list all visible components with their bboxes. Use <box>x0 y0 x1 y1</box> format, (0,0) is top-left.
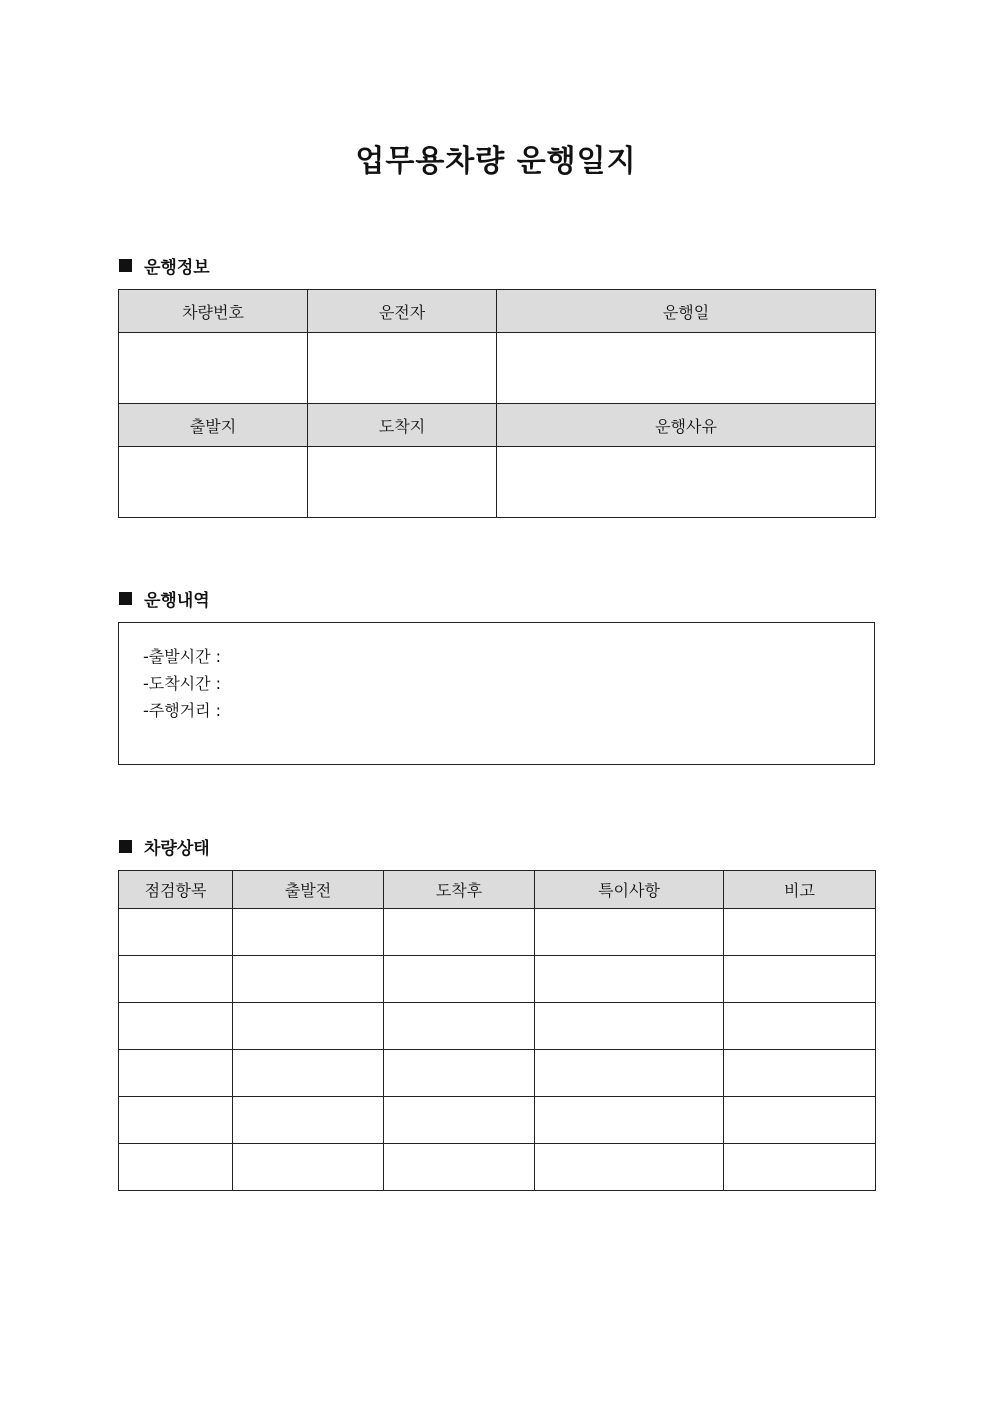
square-bullet-icon <box>119 592 132 605</box>
driver-field[interactable] <box>308 333 497 404</box>
trip-reason-field[interactable] <box>497 447 876 518</box>
header-trip-date: 운행일 <box>497 290 876 333</box>
section-heading-label: 운행내역 <box>144 590 210 611</box>
departure-field[interactable] <box>119 447 308 518</box>
document-title: 업무용차량 운행일지 <box>355 144 637 179</box>
table-cell[interactable] <box>233 956 384 1003</box>
section-heading-label: 운행정보 <box>144 257 210 278</box>
header-after-arrival: 도착후 <box>384 871 535 909</box>
table-cell[interactable] <box>724 956 876 1003</box>
table-input-row <box>119 333 876 404</box>
header-vehicle-number: 차량번호 <box>119 290 308 333</box>
table-cell[interactable] <box>233 1050 384 1097</box>
table-cell[interactable] <box>535 956 724 1003</box>
table-cell[interactable] <box>384 956 535 1003</box>
trip-history-box[interactable] <box>118 622 875 765</box>
table-cell[interactable] <box>119 1050 233 1097</box>
table-cell[interactable] <box>535 909 724 956</box>
status-table-body <box>119 909 876 1191</box>
destination-field[interactable] <box>308 447 497 518</box>
table-cell[interactable] <box>535 1050 724 1097</box>
table-cell[interactable] <box>384 1050 535 1097</box>
table-cell[interactable] <box>233 1144 384 1191</box>
table-cell[interactable] <box>119 909 233 956</box>
table-cell[interactable] <box>119 1097 233 1144</box>
vehicle-status-table <box>118 870 876 1191</box>
header-trip-reason: 운행사유 <box>497 404 876 447</box>
table-cell[interactable] <box>724 1050 876 1097</box>
section-heading-label: 차량상태 <box>144 838 210 859</box>
table-cell[interactable] <box>384 909 535 956</box>
table-cell[interactable] <box>119 1003 233 1050</box>
table-cell[interactable] <box>724 909 876 956</box>
table-input-row <box>119 447 876 518</box>
table-cell[interactable] <box>724 1003 876 1050</box>
header-departure: 출발지 <box>119 404 308 447</box>
table-cell[interactable] <box>119 956 233 1003</box>
table-cell[interactable] <box>384 1144 535 1191</box>
table-row <box>119 1144 876 1191</box>
table-cell[interactable] <box>724 1144 876 1191</box>
header-before-departure: 출발전 <box>233 871 384 909</box>
table-cell[interactable] <box>119 1144 233 1191</box>
header-destination: 도착지 <box>308 404 497 447</box>
table-cell[interactable] <box>233 909 384 956</box>
table-cell[interactable] <box>384 1097 535 1144</box>
table-header-row <box>119 290 876 333</box>
vehicle-number-field[interactable] <box>119 333 308 404</box>
trip-date-field[interactable] <box>497 333 876 404</box>
table-cell[interactable] <box>535 1144 724 1191</box>
square-bullet-icon <box>119 259 132 272</box>
departure-time-line: -출발시간 : <box>143 647 222 666</box>
section-heading-status <box>119 835 210 857</box>
table-row <box>119 1050 876 1097</box>
table-cell[interactable] <box>535 1003 724 1050</box>
table-cell[interactable] <box>724 1097 876 1144</box>
table-cell[interactable] <box>384 1003 535 1050</box>
arrival-time-line: -도착시간 : <box>143 674 222 693</box>
table-row <box>119 909 876 956</box>
square-bullet-icon <box>119 840 132 853</box>
table-row <box>119 1003 876 1050</box>
table-row <box>119 1097 876 1144</box>
table-header-row <box>119 404 876 447</box>
distance-line: -주행거리 : <box>143 701 222 720</box>
header-remarks: 특이사항 <box>535 871 724 909</box>
header-check-item: 점검항목 <box>119 871 233 909</box>
section-heading-history <box>119 587 210 609</box>
table-cell[interactable] <box>535 1097 724 1144</box>
header-notes: 비고 <box>724 871 876 909</box>
section-heading-info <box>119 254 210 276</box>
trip-info-table <box>118 289 876 518</box>
table-cell[interactable] <box>233 1003 384 1050</box>
table-cell[interactable] <box>233 1097 384 1144</box>
header-driver: 운전자 <box>308 290 497 333</box>
table-row <box>119 956 876 1003</box>
table-header-row <box>119 871 876 909</box>
